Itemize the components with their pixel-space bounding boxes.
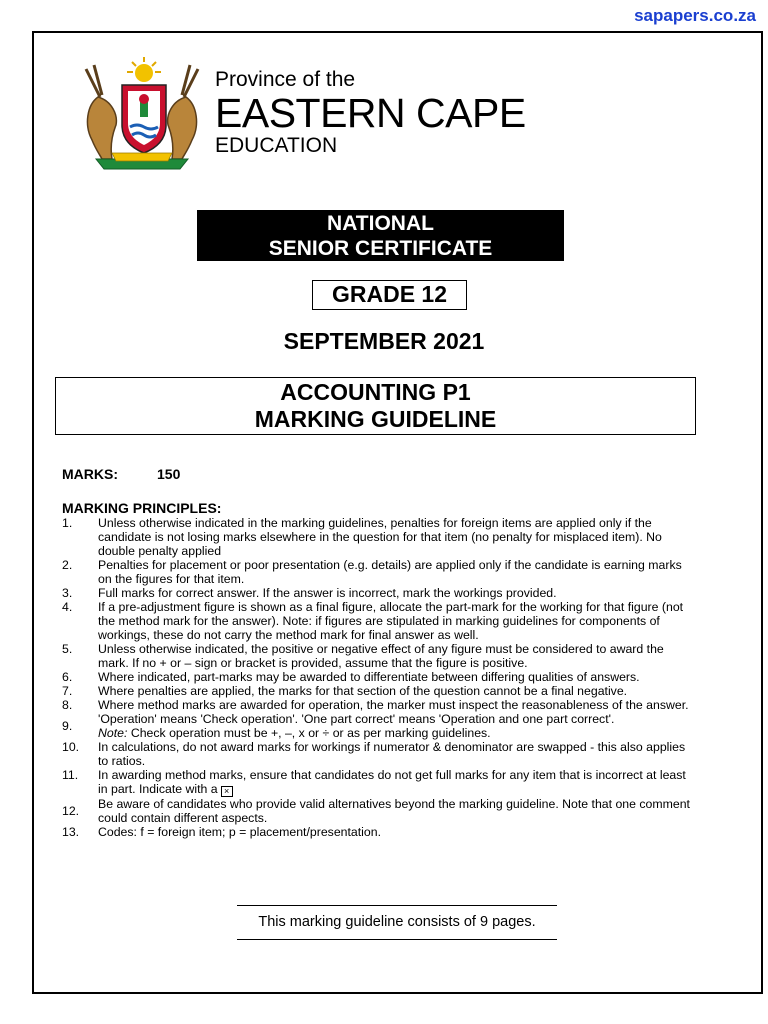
item-number: 7. <box>62 684 73 698</box>
nsc-banner <box>197 210 564 261</box>
item-number: 1. <box>62 516 73 530</box>
list-item <box>62 642 692 670</box>
item-number: 10. <box>62 740 80 754</box>
list-item <box>62 684 692 698</box>
item-text: If a pre-adjustment figure is shown as a final figure, allocate the part-mark for the working for that figure (not the method mark for the answer). Note: if figures are stipulated in marking guidelines for components of workings, these do not carry the method mark for final answer as well. <box>98 600 684 642</box>
list-item <box>62 797 692 825</box>
item-text: Be aware of candidates who provide valid alternatives beyond the marking guideline. Note that one comment could contain different aspects. <box>98 797 690 825</box>
item-text: Unless otherwise indicated in the marking guidelines, penalties for foreign items are applied only if the candidate is not losing marks elsewhere in the question for that item (no penalty for misplaced item). No double penalty applied <box>98 516 662 558</box>
list-item <box>62 712 692 740</box>
item-text: Penalties for placement or poor presentation (e.g. details) are applied only if the candidate is earning marks on the figures for that item. <box>98 558 682 586</box>
logo-department-line: EDUCATION <box>215 134 338 157</box>
item-text: Where penalties are applied, the marks for that section of the question cannot be a final negative. <box>98 684 628 698</box>
principles-list <box>62 516 692 839</box>
item-text: Where indicated, part-marks may be awarded to differentiate between differing qualities of answers. <box>98 670 640 684</box>
marks-label: MARKS: <box>62 466 118 482</box>
item-number: 11. <box>62 768 79 782</box>
item-text: In calculations, do not award marks for workings if numerator & denominator are swapped - this also applies to ratios. <box>98 740 686 768</box>
subject-title-box <box>55 377 696 435</box>
item-text: Codes: f = foreign item; p = placement/presentation. <box>98 825 381 839</box>
list-item <box>62 740 692 768</box>
item-number: 3. <box>62 586 73 600</box>
logo-text <box>215 68 526 158</box>
item-text: 'Operation' means 'Check operation'. 'One part correct' means 'Operation and one part correct'. <box>98 712 615 726</box>
item-number: 9. <box>62 719 73 733</box>
item-number: 13. <box>62 825 80 839</box>
logo-province-line: Province of the <box>215 68 356 91</box>
marks-row <box>62 466 181 482</box>
subject-line1: ACCOUNTING P1 <box>280 379 471 405</box>
list-item <box>62 516 692 558</box>
coat-of-arms-icon <box>72 55 212 173</box>
item-text: In awarding method marks, ensure that candidates do not get full marks for any item that is incorrect at least in part. Indicate with a <box>98 768 686 796</box>
list-item <box>62 670 692 684</box>
grade-label: GRADE 12 <box>312 280 467 310</box>
principles-heading: MARKING PRINCIPLES: <box>62 500 222 516</box>
list-item <box>62 698 692 712</box>
crossed-box-icon: × <box>221 786 233 797</box>
item-number: 8. <box>62 698 73 712</box>
note-label: Note: <box>98 726 128 740</box>
item-number: 6. <box>62 670 73 684</box>
item-number: 5. <box>62 642 73 656</box>
watermark-link[interactable]: sapapers.co.za <box>634 6 756 25</box>
list-item <box>62 558 692 586</box>
item-text: Where method marks are awarded for operation, the marker must inspect the reasonableness of the answer. <box>98 698 689 712</box>
list-item <box>62 825 692 839</box>
item-number: 12. <box>62 804 80 818</box>
subject-line2: MARKING GUIDELINE <box>254 406 497 432</box>
list-item <box>62 586 692 600</box>
note-text: Check operation must be +, –, x or ÷ or as per marking guidelines. <box>127 726 491 740</box>
item-text: Unless otherwise indicated, the positive or negative effect of any figure must be considered to award the mark. If no + or – sign or bracket is provided, assume that the figure is positive. <box>98 642 664 670</box>
nsc-banner-line2: SENIOR CERTIFICATE <box>268 237 493 260</box>
marks-value: 150 <box>157 466 181 482</box>
nsc-banner-line1: NATIONAL <box>327 212 434 235</box>
logo-name-line: EASTERN CAPE <box>215 90 526 136</box>
list-item <box>62 600 692 642</box>
page-count-footer: This marking guideline consists of 9 pages. <box>237 905 557 940</box>
item-text: Full marks for correct answer. If the answer is incorrect, mark the workings provided. <box>98 586 557 600</box>
item-number: 4. <box>62 600 73 614</box>
item-number: 2. <box>62 558 73 572</box>
exam-date: SEPTEMBER 2021 <box>283 328 485 354</box>
list-item <box>62 768 692 797</box>
